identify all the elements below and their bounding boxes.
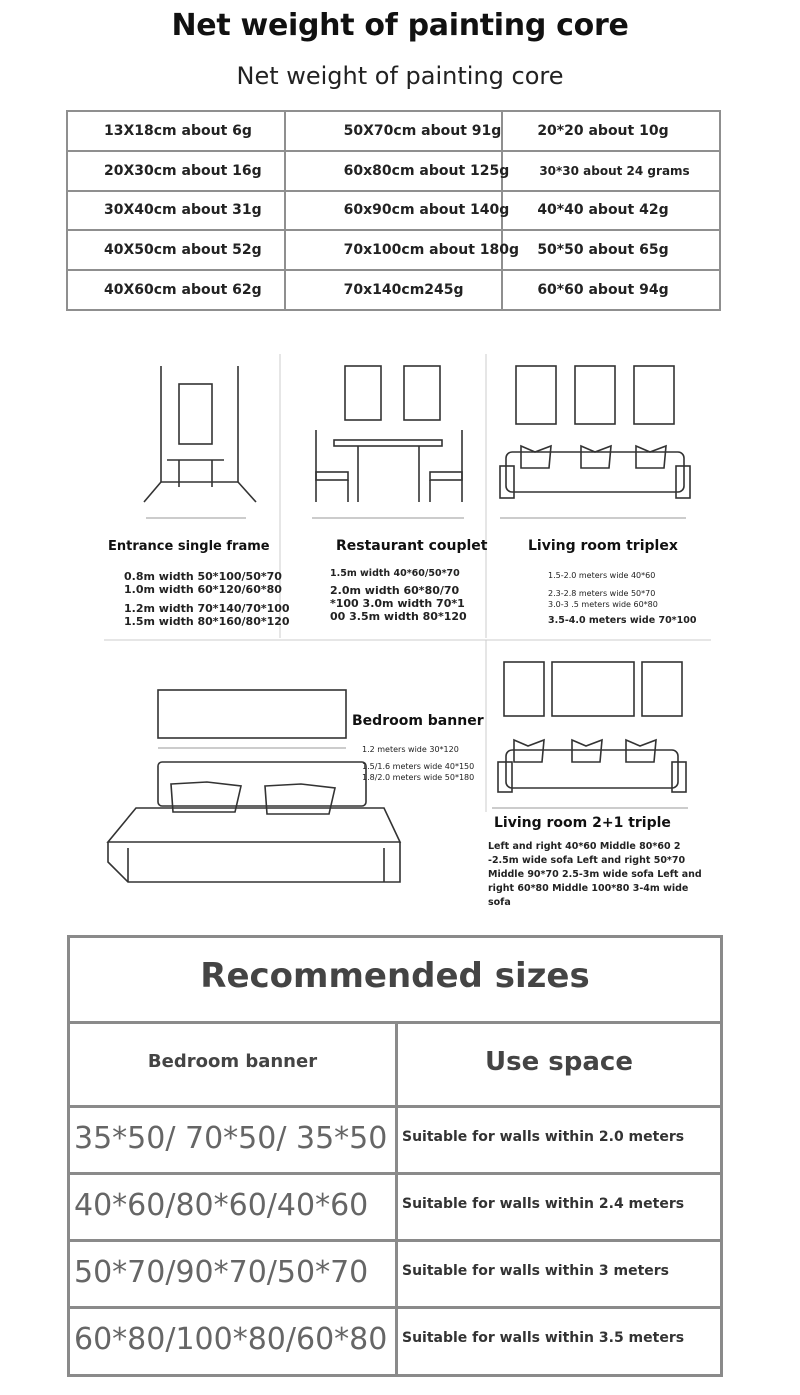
use-value: Suitable for walls within 3 meters <box>402 1263 670 1279</box>
table-header-row <box>70 1024 720 1108</box>
bedroom-size: 1.5/1.6 meters wide 40*150 <box>362 762 475 771</box>
weight-table <box>66 110 721 311</box>
entrance-size: 0.8m width 50*100/50*70 <box>124 570 282 583</box>
bedroom-label: Bedroom banner <box>352 713 484 729</box>
living-2-1-drawing <box>492 662 688 808</box>
table-cell: 70x100cm about 180g <box>285 230 503 270</box>
entrance-drawing <box>144 366 256 518</box>
recommended-sizes-table <box>67 935 723 1377</box>
page-subtitle: Net weight of painting core <box>236 62 564 90</box>
table-row <box>67 191 720 231</box>
size-value: 60*80/100*80/60*80 <box>70 1309 398 1376</box>
table-cell: 20X30cm about 16g <box>67 151 285 191</box>
living-2-1-label: Living room 2+1 triple <box>494 815 671 831</box>
use-value: Suitable for walls within 3.5 meters <box>402 1330 685 1346</box>
living-2-1-size: Left and right 40*60 Middle 80*60 2 -2.5m wide sofa Left and right 50*70 Middle 90*70 2.5-3m wide sofa Left and right 60*80 Middle 100*80 3-4m wide sofa <box>488 841 702 908</box>
table-cell: 50*50 about 65g <box>502 230 720 270</box>
table-cell: 40*40 about 42g <box>502 191 720 231</box>
living-triplex-drawing <box>500 366 690 518</box>
table-cell: 30*30 about 24 grams <box>502 151 720 191</box>
table-row <box>67 270 720 310</box>
table-cell: 13X18cm about 6g <box>67 111 285 151</box>
column-header-use-space: Use space <box>485 1047 633 1077</box>
page-title: Net weight of painting core <box>171 8 629 43</box>
table-cell: 40X60cm about 62g <box>67 270 285 310</box>
table-cell: 40X50cm about 52g <box>67 230 285 270</box>
bedroom-size: 1.8/2.0 meters wide 50*180 <box>362 773 475 782</box>
entrance-size: 1.5m width 80*160/80*120 <box>124 615 290 628</box>
restaurant-drawing <box>312 366 464 518</box>
table-cell: 50X70cm about 91g <box>285 111 503 151</box>
entrance-size: 1.2m width 70*140/70*100 <box>124 602 290 615</box>
table-row <box>70 1309 720 1376</box>
placement-illustrations <box>66 342 721 908</box>
size-value: 40*60/80*60/40*60 <box>70 1175 398 1239</box>
restaurant-size: 2.0m width 60*80/70 *100 3.0m width 70*1 00 3.5m width 80*120 <box>330 584 467 623</box>
table-cell: 20*20 about 10g <box>502 111 720 151</box>
entrance-label: Entrance single frame <box>108 539 270 554</box>
use-value: Suitable for walls within 2.4 meters <box>402 1196 685 1212</box>
table-row <box>67 151 720 191</box>
living-triplex-size: 2.3-2.8 meters wide 50*70 3.0-3 .5 meters wide 60*80 <box>548 589 658 609</box>
recommended-title: Recommended sizes <box>70 938 720 1024</box>
table-row <box>70 1175 720 1242</box>
table-row <box>70 1242 720 1309</box>
living-triplex-label: Living room triplex <box>528 538 678 554</box>
restaurant-size: 1.5m width 40*60/50*70 <box>330 568 460 579</box>
size-value: 35*50/ 70*50/ 35*50 <box>70 1108 398 1172</box>
restaurant-label: Restaurant couplet <box>336 538 488 554</box>
living-triplex-size: 3.5-4.0 meters wide 70*100 <box>548 615 697 626</box>
living-triplex-size: 1.5-2.0 meters wide 40*60 <box>548 571 656 580</box>
bedroom-size: 1.2 meters wide 30*120 <box>362 745 459 754</box>
table-cell: 60x80cm about 125g <box>285 151 503 191</box>
table-row <box>67 230 720 270</box>
table-row <box>70 1108 720 1175</box>
column-header-bedroom-banner: Bedroom banner <box>70 1024 398 1105</box>
size-value: 50*70/90*70/50*70 <box>70 1242 398 1306</box>
entrance-size: 1.0m width 60*120/60*80 <box>124 583 282 596</box>
table-cell: 60x90cm about 140g <box>285 191 503 231</box>
table-cell: 30X40cm about 31g <box>67 191 285 231</box>
table-cell: 70x140cm245g <box>285 270 503 310</box>
table-cell: 60*60 about 94g <box>502 270 720 310</box>
table-row <box>67 111 720 151</box>
use-value: Suitable for walls within 2.0 meters <box>402 1129 685 1145</box>
